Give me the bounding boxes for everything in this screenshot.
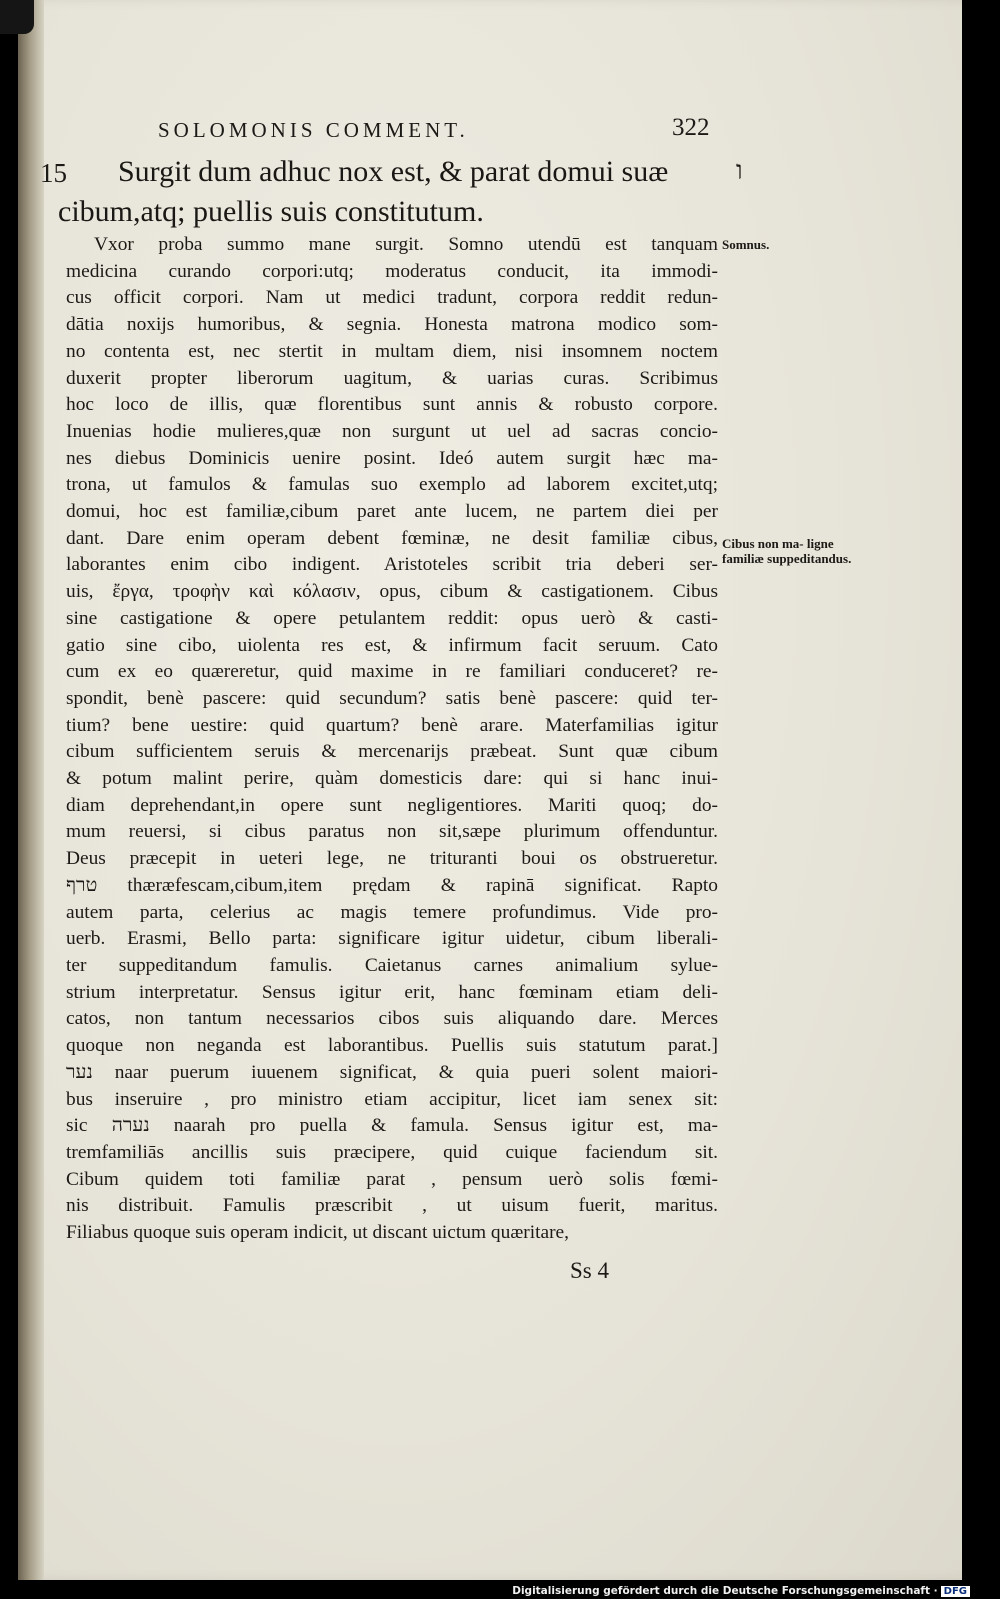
scan-clip	[0, 0, 34, 34]
text-line: Cibum quidem toti familiæ parat , pensum uerò solis fœmi-	[66, 1168, 718, 1190]
text-line: sine castigatione & opere petulantem reddit: opus uerò & casti-	[66, 607, 718, 629]
text-line: sic נערה naarah pro puella & famula. Sensus igitur est, ma-	[66, 1115, 718, 1137]
text-line: medicina curando corpori:utq; moderatus conducit, ita immodi-	[66, 260, 718, 282]
text-line: nes diebus Dominicis uenire posint. Ideó autem surgit hæc ma-	[66, 447, 718, 469]
text-line: laborantes enim cibo indigent. Aristoteles scribit tria deberi ser-	[66, 554, 718, 576]
dfg-logo: DFG	[941, 1586, 970, 1597]
page-binding	[18, 0, 44, 1580]
text-line: gatio sine cibo, uiolenta res est, & infirmum facit seruum. Cato	[66, 634, 718, 656]
text-line: & potum malint perire, quàm domesticis dare: qui si hanc inui-	[66, 768, 718, 790]
text-line: dant. Dare enim operam debent fœminæ, ne desit familiæ cibus,	[66, 527, 718, 549]
running-head: SOLOMONIS COMMENT.	[158, 118, 469, 142]
signature-mark: Ss 4	[570, 1258, 609, 1283]
text-line: ter suppeditandum famulis. Caietanus carnes animalium sylue-	[66, 954, 718, 976]
sidenote-somnus: Somnus.	[722, 237, 770, 252]
text-line: dātia noxijs humoribus, & segnia. Honesta matrona modico som-	[66, 314, 718, 336]
text-line: nis distribuit. Famulis præscribit , ut uisum fuerit, maritus.	[66, 1195, 718, 1217]
footer-text: Digitalisierung gefördert durch die Deutsche Forschungsgemeinschaft ·	[512, 1585, 938, 1597]
text-line: Deus præcepit in ueteri lege, ne trituranti boui os obstrueretur.	[66, 848, 718, 870]
text-line: bus inseruire , pro ministro etiam accipitur, licet iam senex sit:	[66, 1088, 718, 1110]
hebrew-letter-marker: ו	[736, 156, 743, 186]
book-page	[18, 0, 962, 1580]
footer-credit	[512, 1585, 970, 1597]
text-line: cibum sufficientem seruis & mercenarijs præbeat. Sunt quæ cibum	[66, 741, 718, 763]
text-line: quoque non neganda est laborantibus. Puellis suis statutum parat.]	[66, 1035, 718, 1057]
text-line: Inuenias hodie mulieres,quæ non surgunt ut uel ad sacras concio-	[66, 420, 718, 442]
text-line: domui, hoc est familiæ,cibum paret ante lucem, ne partem diei per	[66, 501, 718, 523]
text-line: tium? bene uestire: quid quartum? benè arare. Materfamilias igitur	[66, 714, 718, 736]
text-line: טרף thæræfescam,cibum,item prędam & rapinā significat. Rapto	[66, 874, 718, 896]
verse-line: cibum,atq; puellis suis constitutum.	[58, 195, 484, 228]
text-line: נער naar puerum iuuenem significat, & quia pueri solent maiori-	[66, 1061, 718, 1083]
text-line: tremfamiliās ancillis suis præcipere, quid cuique faciendum sit.	[66, 1141, 718, 1163]
text-line: mum reuersi, si cibus paratus non sit,sæpe plurimum offenduntur.	[66, 821, 718, 843]
text-line: catos, non tantum necessarios cibos suis aliquando dare. Merces	[66, 1008, 718, 1030]
verse-text	[58, 152, 718, 232]
text-line: strium interpretatur. Sensus igitur erit, hanc fœminam etiam deli-	[66, 981, 718, 1003]
text-line: no contenta est, nec stertit in multam diem, nisi insomnem noctem	[66, 340, 718, 362]
page-number: 322	[672, 114, 710, 141]
text-line: trona, ut famulos & famulas suo exemplo ad laborem excitet,utq;	[66, 474, 718, 496]
text-line: duxerit propter liberorum uagitum, & uarias curas. Scribimus	[66, 367, 718, 389]
text-line: cum ex eo quæreretur, quid maxime in re familiari conduceret? re-	[66, 661, 718, 683]
sidenote-cibus: Cibus non ma- ligne familiæ suppeditandus.	[722, 536, 852, 566]
text-line: Filiabus quoque suis operam indicit, ut discant uictum quæritare,	[66, 1222, 570, 1244]
text-line: diam deprehendant,in opere sunt negligentiores. Mariti quoq; do-	[66, 794, 718, 816]
text-line: spondit, benè pascere: quid secundum? satis benè pascere: quid ter-	[66, 687, 718, 709]
text-line: cus officit corpori. Nam ut medici tradunt, corpora reddit redun-	[66, 287, 718, 309]
text-line: uerb. Erasmi, Bello parta: significare igitur uidetur, cibum liberali-	[66, 928, 718, 950]
text-line: uis, ἔργα, τροφὴν καὶ κόλασιν, opus, cibum & castigationem. Cibus	[66, 581, 718, 603]
text-line: autem parta, celerius ac magis temere profundimus. Vide pro-	[66, 901, 718, 923]
text-line: Vxor proba summo mane surgit. Somno utendū est tanquam	[94, 234, 718, 255]
verse-number: 15	[40, 158, 67, 188]
verse-line: Surgit dum adhuc nox est, & parat domui suæ	[118, 155, 669, 188]
text-line: hoc loco de illis, quæ florentibus sunt annis & robusto corpore.	[66, 394, 718, 416]
commentary-text	[66, 232, 718, 1247]
